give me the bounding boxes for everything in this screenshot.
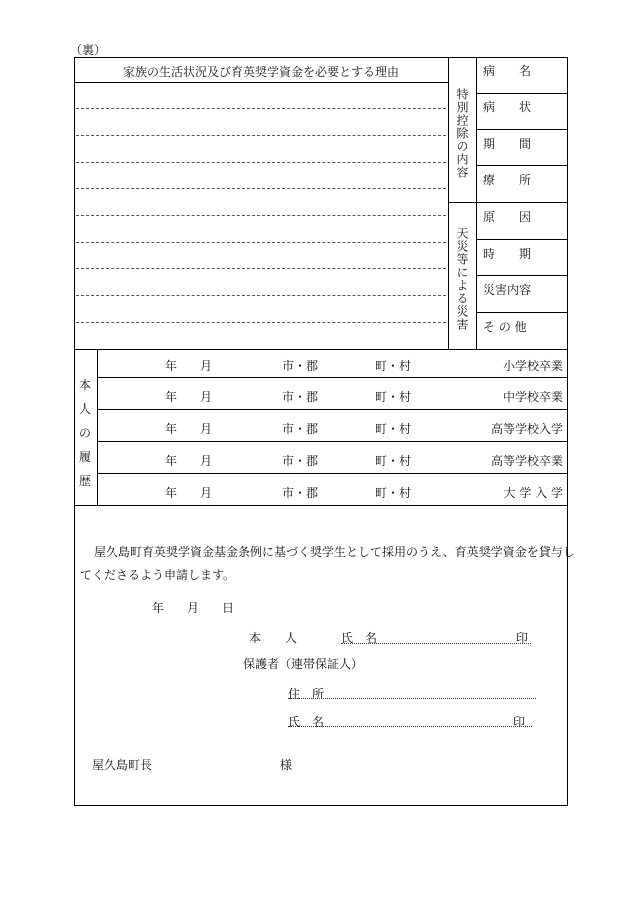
addressee: 屋久島町長: [92, 758, 153, 772]
honorific: 様: [280, 758, 293, 772]
applicant-name-label: 氏 名: [341, 631, 378, 645]
applicant-self-label: 本 人: [249, 631, 298, 645]
reason-header: 家族の生活状況及び育英奨学資金を必要とする理由: [122, 65, 399, 79]
guardian-name-label: 氏 名: [288, 715, 325, 729]
item-cause: 原 因: [483, 210, 532, 224]
item-damage: 災害内容: [483, 283, 532, 297]
item-condition: 病 状: [483, 100, 532, 114]
disaster-title: 天災等による災害: [455, 227, 469, 331]
item-time: 時 期: [483, 247, 532, 261]
item-period: 期 間: [483, 137, 532, 151]
item-other: そ の 他: [483, 320, 527, 334]
statement-line2: てくださるよう申請します。: [80, 568, 236, 582]
guardian-address-label: 住 所: [288, 687, 325, 701]
guardian-label: 保護者（連帯保証人）: [243, 657, 364, 671]
item-disease-name: 病 名: [483, 64, 532, 78]
special-deduction-title: 特別控除の内容: [455, 88, 469, 179]
statement-line1: 屋久島町育英奨学資金基金条例に基づく奨学生として採用のうえ、育英奨学資金を貸与し: [94, 545, 575, 559]
history-title: 本 人 の 履 歴: [79, 378, 92, 488]
item-clinic: 療 所: [483, 173, 532, 187]
guardian-seal: 印: [513, 715, 526, 729]
page-label: （裏）: [70, 43, 107, 57]
applicant-seal: 印: [516, 631, 529, 645]
